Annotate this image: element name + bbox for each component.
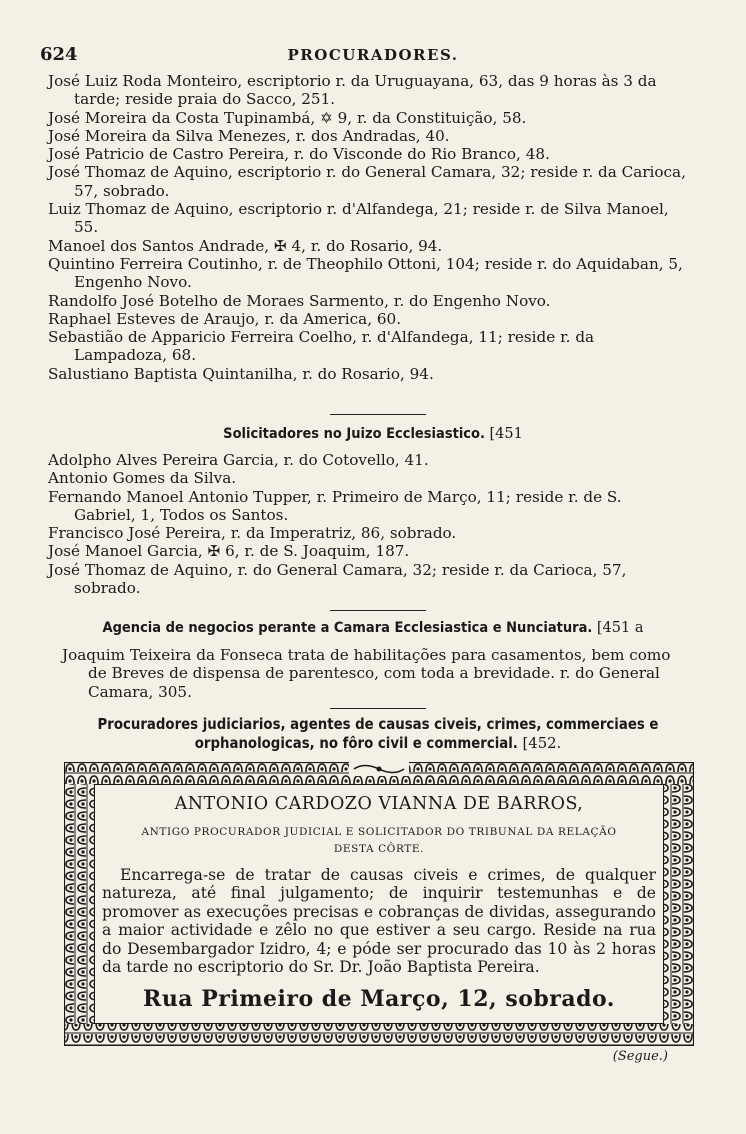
- list-item: Adolpho Alves Pereira Garcia, r. do Cotovello, 41.: [48, 451, 429, 469]
- divider: [330, 414, 426, 415]
- advertiser-title: [102, 824, 656, 858]
- divider: [330, 708, 426, 709]
- list-item: Quintino Ferreira Coutinho, r. de Theophilo Ottoni, 104; reside r. do Aquidaban, 5, Engenho Novo.: [48, 254, 683, 292]
- section-heading-solicitadores: [0, 426, 746, 442]
- continued-note: (Segue.): [612, 1049, 668, 1064]
- list-item: José Patricio de Castro Pereira, r. do Visconde do Rio Branco, 48.: [48, 145, 550, 164]
- section-ref: [452.: [522, 734, 562, 752]
- section-heading-procuradores: [62, 716, 694, 753]
- agencia-paragraph: [62, 646, 690, 701]
- list-item: Sebastião de Apparicio Ferreira Coelho, r. d'Alfandega, 11; reside r. da Lampadoza, 68.: [48, 328, 595, 365]
- list-item: Antonio Gomes da Silva.: [48, 469, 237, 488]
- list-item: Manoel dos Santos Andrade, ✠ 4, r. do Rosario, 94.: [48, 236, 443, 255]
- list-item: José Moreira da Silva Menezes, r. dos Andradas, 40.: [48, 126, 450, 145]
- agencia-text: Joaquim Teixeira da Fonseca trata de habilitações para casamentos, bem como de Breves de dispensa de parentesco, com toda a brevidade. r. do General Camara, 305.: [62, 646, 671, 701]
- procuradores-list: [48, 72, 688, 383]
- list-item: Randolfo José Botelho de Moraes Sarmento, r. do Engenho Novo.: [48, 291, 551, 310]
- section-title: Solicitadores no Juizo Ecclesiastico.: [223, 426, 485, 442]
- section-heading-agencia: [0, 620, 746, 636]
- solicitadores-list: [48, 451, 688, 597]
- list-item: Raphael Esteves de Araujo, r. da America, 60.: [48, 309, 402, 328]
- list-item: Francisco José Pereira, r. da Imperatriz, 86, sobrado.: [48, 524, 457, 543]
- list-item: José Thomaz de Aquino, r. do General Camara, 32; reside r. da Carioca, 57, sobrado.: [48, 560, 627, 598]
- section-ref: [451 a: [596, 620, 644, 636]
- section-title-line2: orphanologicas, no fôro civil e commercial.: [194, 734, 518, 752]
- advertiser-title-line2: DESTA CÔRTE.: [333, 843, 425, 855]
- advertisement-box: [64, 762, 694, 1046]
- advertisement-content: [102, 784, 656, 1024]
- advertiser-address: Rua Primeiro de Março, 12, sobrado.: [143, 986, 615, 1013]
- list-item: Fernando Manoel Antonio Tupper, r. Primeiro de Março, 11; reside r. de S. Gabriel, 1, Todos os Santos.: [48, 487, 622, 524]
- advertiser-title-line1: ANTIGO PROCURADOR JUDICIAL E SOLICITADOR DO TRIBUNAL DA RELAÇÃO: [141, 826, 617, 838]
- advertisement-body: Encarrega-se de tratar de causas civeis e crimes, de qualquer natureza, até final julgamento; de inquirir testemunhas e de promover as execuções precisas e cobranças de dividas, assegurando a maior actividade e zêlo no que estiver a seu cargo. Reside na rua do Desembargador Izidro, 4; e póde ser procurado das 10 às 2 horas da tarde no escriptorio do Sr. Dr. João Baptista Pereira.: [102, 866, 656, 977]
- divider: [330, 610, 426, 611]
- section-title: Agencia de negocios perante a Camara Ecclesiastica e Nunciatura.: [102, 620, 593, 636]
- list-item: José Luiz Roda Monteiro, escriptorio r. da Uruguayana, 63, das 9 horas às 3 da tarde; reside praia do Sacco, 251.: [48, 72, 657, 109]
- list-item: José Manoel Garcia, ✠ 6, r. de S. Joaquim, 187.: [48, 542, 410, 561]
- list-item: José Thomaz de Aquino, escriptorio r. do General Camara, 32; reside r. da Carioca, 57, sobrado.: [48, 163, 686, 200]
- page-number: 624: [40, 44, 78, 65]
- advertiser-name: ANTONIO CARDOZO VIANNA DE BARROS,: [174, 794, 584, 814]
- list-item: José Moreira da Costa Tupinambá, ✡ 9, r. da Constituição, 58.: [48, 108, 527, 127]
- section-ref: [451: [489, 426, 523, 442]
- running-title: PROCURADORES.: [287, 46, 459, 64]
- list-item: Luiz Thomaz de Aquino, escriptorio r. d'Alfandega, 21; reside r. de Silva Manoel, 55.: [48, 200, 669, 237]
- list-item: Salustiano Baptista Quintanilha, r. do Rosario, 94.: [48, 364, 434, 383]
- section-title-line1: Procuradores judiciarios, agentes de causas civeis, crimes, commerciaes e: [97, 716, 659, 733]
